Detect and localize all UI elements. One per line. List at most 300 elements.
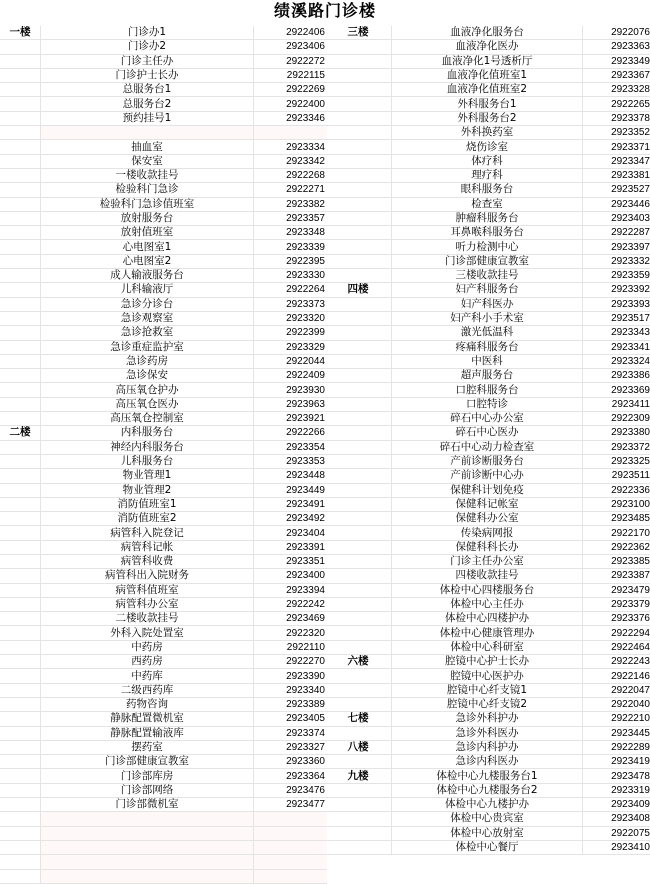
phone-cell: 2923347 xyxy=(583,154,650,168)
floor-cell xyxy=(325,369,392,383)
floor-cell xyxy=(325,326,392,340)
department-cell: 西药房 xyxy=(41,655,254,669)
phone-cell: 2923349 xyxy=(583,54,650,68)
phone-cell: 2923478 xyxy=(583,769,650,783)
floor-cell xyxy=(0,755,41,769)
table-row xyxy=(0,526,327,540)
floor-cell xyxy=(325,111,392,125)
department-cell: 预约挂号1 xyxy=(41,111,254,125)
table-row xyxy=(325,68,650,82)
phone-cell: 2923371 xyxy=(583,140,650,154)
department-cell: 总服务台1 xyxy=(41,83,254,97)
department-cell: 检查室 xyxy=(392,197,583,211)
phone-cell: 2923403 xyxy=(583,211,650,225)
table-row xyxy=(325,412,650,426)
department-cell xyxy=(41,812,254,826)
phone-cell: 2923385 xyxy=(583,554,650,568)
phone-cell: 2922075 xyxy=(583,826,650,840)
table-row xyxy=(325,311,650,325)
floor-cell xyxy=(325,798,392,812)
phone-cell: 2922309 xyxy=(583,412,650,426)
floor-cell xyxy=(325,726,392,740)
phone-cell: 2923382 xyxy=(254,197,328,211)
department-cell: 耳鼻喉科服务台 xyxy=(392,226,583,240)
department-cell: 门诊部健康宣教室 xyxy=(392,254,583,268)
phone-cell: 2923357 xyxy=(254,211,328,225)
department-cell: 二楼收款挂号 xyxy=(41,612,254,626)
phone-cell: 2923400 xyxy=(254,569,328,583)
phone-cell xyxy=(254,840,328,854)
floor-cell: 八楼 xyxy=(325,740,392,754)
department-cell: 中医科 xyxy=(392,354,583,368)
floor-cell xyxy=(325,297,392,311)
department-cell: 门诊部网络 xyxy=(41,783,254,797)
phone-cell: 2922271 xyxy=(254,183,328,197)
table-row xyxy=(0,254,327,268)
phone-cell: 2923408 xyxy=(583,812,650,826)
phone-cell: 2923386 xyxy=(583,369,650,383)
table-row xyxy=(325,683,650,697)
department-cell: 中药房 xyxy=(41,640,254,654)
floor-cell xyxy=(0,397,41,411)
floor-cell xyxy=(325,826,392,840)
table-row xyxy=(325,597,650,611)
floor-cell xyxy=(325,469,392,483)
department-cell: 腔镜中心纤支镜1 xyxy=(392,683,583,697)
table-row xyxy=(0,740,327,754)
floor-cell xyxy=(325,426,392,440)
phone-cell: 2923387 xyxy=(583,569,650,583)
phone-cell: 2922146 xyxy=(583,669,650,683)
table-row xyxy=(0,783,327,797)
floor-cell xyxy=(0,183,41,197)
floor-cell xyxy=(0,226,41,240)
table-row xyxy=(0,426,327,440)
floor-cell xyxy=(0,154,41,168)
right-directory-table xyxy=(325,26,650,855)
floor-cell xyxy=(0,269,41,283)
phone-cell: 2923405 xyxy=(254,712,328,726)
floor-cell xyxy=(0,554,41,568)
phone-cell: 2922395 xyxy=(254,254,328,268)
phone-cell: 2923379 xyxy=(583,597,650,611)
table-row xyxy=(0,226,327,240)
table-row xyxy=(0,826,327,840)
table-row xyxy=(325,154,650,168)
floor-cell: 二楼 xyxy=(0,426,41,440)
table-row xyxy=(0,669,327,683)
department-cell: 物业管理2 xyxy=(41,483,254,497)
department-cell: 高压氧仓医办 xyxy=(41,397,254,411)
phone-cell: 2922362 xyxy=(583,540,650,554)
table-row xyxy=(0,769,327,783)
floor-cell xyxy=(325,54,392,68)
table-row xyxy=(0,497,327,511)
table-row xyxy=(0,583,327,597)
department-cell: 碎石中心医办 xyxy=(392,426,583,440)
department-cell: 妇产科服务台 xyxy=(392,283,583,297)
floor-cell xyxy=(0,83,41,97)
department-cell: 血液净化服务台 xyxy=(392,26,583,40)
phone-cell: 2923374 xyxy=(254,726,328,740)
department-cell: 病管科值班室 xyxy=(41,583,254,597)
department-cell: 保健科记帐室 xyxy=(392,497,583,511)
phone-cell: 2923348 xyxy=(254,226,328,240)
floor-cell xyxy=(325,168,392,182)
floor-cell xyxy=(0,798,41,812)
phone-cell: 2923378 xyxy=(583,111,650,125)
department-cell: 体检中心四楼护办 xyxy=(392,612,583,626)
floor-cell xyxy=(0,297,41,311)
department-cell: 口腔特诊 xyxy=(392,397,583,411)
department-cell: 眼科服务台 xyxy=(392,183,583,197)
floor-cell xyxy=(0,726,41,740)
floor-cell xyxy=(325,540,392,554)
floor-cell xyxy=(0,469,41,483)
table-row xyxy=(0,640,327,654)
floor-cell xyxy=(0,740,41,754)
phone-cell: 2922287 xyxy=(583,226,650,240)
table-row xyxy=(325,440,650,454)
table-row xyxy=(0,283,327,297)
phone-cell: 2923330 xyxy=(254,269,328,283)
phone-cell: 2922289 xyxy=(583,740,650,754)
phone-cell: 2923390 xyxy=(254,669,328,683)
phone-cell: 2923392 xyxy=(583,283,650,297)
floor-cell xyxy=(325,183,392,197)
table-row xyxy=(325,97,650,111)
floor-cell xyxy=(325,640,392,654)
floor-cell xyxy=(325,126,392,140)
table-row xyxy=(0,369,327,383)
department-cell: 检验科门急诊值班室 xyxy=(41,197,254,211)
department-cell: 碎石中心动力检查室 xyxy=(392,440,583,454)
floor-cell xyxy=(0,855,41,869)
department-cell: 急诊内科医办 xyxy=(392,755,583,769)
phone-cell: 2923346 xyxy=(254,111,328,125)
department-cell: 心电图室1 xyxy=(41,240,254,254)
floor-cell xyxy=(0,569,41,583)
table-row xyxy=(0,83,327,97)
table-row xyxy=(325,655,650,669)
phone-cell xyxy=(254,826,328,840)
floor-cell xyxy=(0,197,41,211)
department-cell: 病管科记帐 xyxy=(41,540,254,554)
floor-cell xyxy=(0,612,41,626)
floor-cell xyxy=(325,783,392,797)
table-row xyxy=(325,283,650,297)
department-cell: 内科服务台 xyxy=(41,426,254,440)
department-cell: 妇产科小手术室 xyxy=(392,311,583,325)
table-row xyxy=(0,68,327,82)
phone-cell: 2923328 xyxy=(583,83,650,97)
department-cell: 体检中心健康管理办 xyxy=(392,626,583,640)
floor-cell xyxy=(325,669,392,683)
table-row xyxy=(325,640,650,654)
department-cell: 静脉配置微机室 xyxy=(41,712,254,726)
floor-cell: 七楼 xyxy=(325,712,392,726)
phone-cell: 2923477 xyxy=(254,798,328,812)
floor-cell xyxy=(325,154,392,168)
floor-cell xyxy=(325,397,392,411)
table-row xyxy=(325,540,650,554)
floor-cell xyxy=(0,240,41,254)
department-cell: 二级西药库 xyxy=(41,683,254,697)
table-row xyxy=(325,554,650,568)
floor-cell xyxy=(325,569,392,583)
phone-cell: 2923373 xyxy=(254,297,328,311)
floor-cell xyxy=(0,697,41,711)
department-cell: 急诊内科护办 xyxy=(392,740,583,754)
table-row xyxy=(325,297,650,311)
department-cell: 门诊办1 xyxy=(41,26,254,40)
table-row xyxy=(325,755,650,769)
table-row xyxy=(0,597,327,611)
floor-cell xyxy=(0,626,41,640)
phone-cell: 2923511 xyxy=(583,469,650,483)
floor-cell xyxy=(0,826,41,840)
department-cell: 保健科计划免疫 xyxy=(392,483,583,497)
floor-cell xyxy=(0,97,41,111)
phone-cell: 2922170 xyxy=(583,526,650,540)
floor-cell xyxy=(325,83,392,97)
department-cell: 高压氧仓控制室 xyxy=(41,412,254,426)
phone-cell: 2923329 xyxy=(254,340,328,354)
phone-cell: 2922115 xyxy=(254,68,328,82)
department-cell: 儿科输液厅 xyxy=(41,283,254,297)
floor-cell xyxy=(325,254,392,268)
floor-cell xyxy=(0,326,41,340)
table-row xyxy=(325,769,650,783)
floor-cell xyxy=(325,583,392,597)
table-row xyxy=(0,97,327,111)
department-cell: 体检中心贵宾室 xyxy=(392,812,583,826)
department-cell: 急诊外科医办 xyxy=(392,726,583,740)
table-row xyxy=(0,812,327,826)
department-cell xyxy=(41,826,254,840)
phone-cell: 2923364 xyxy=(254,769,328,783)
department-cell: 门诊部微机室 xyxy=(41,798,254,812)
phone-cell: 2923372 xyxy=(583,440,650,454)
department-cell: 血液净化值班室2 xyxy=(392,83,583,97)
phone-cell: 2922409 xyxy=(254,369,328,383)
phone-cell: 2922268 xyxy=(254,168,328,182)
phone-cell: 2923367 xyxy=(583,68,650,82)
department-cell: 急诊外科护办 xyxy=(392,712,583,726)
table-row xyxy=(0,612,327,626)
table-row xyxy=(325,669,650,683)
phone-cell: 2922210 xyxy=(583,712,650,726)
table-row xyxy=(0,168,327,182)
phone-cell: 2923445 xyxy=(583,726,650,740)
department-cell: 门诊主任办 xyxy=(41,54,254,68)
department-cell: 急诊观察室 xyxy=(41,311,254,325)
floor-cell xyxy=(0,669,41,683)
department-cell: 产前诊断中心办 xyxy=(392,469,583,483)
department-cell: 急诊重症监护室 xyxy=(41,340,254,354)
floor-cell xyxy=(0,211,41,225)
department-cell: 消防值班室2 xyxy=(41,512,254,526)
department-cell xyxy=(41,126,254,140)
table-row xyxy=(325,512,650,526)
department-cell: 体检中心九楼服务台2 xyxy=(392,783,583,797)
phone-cell: 2923341 xyxy=(583,340,650,354)
table-row xyxy=(0,269,327,283)
floor-cell xyxy=(325,211,392,225)
phone-cell: 2922400 xyxy=(254,97,328,111)
phone-cell: 2923389 xyxy=(254,697,328,711)
department-cell: 消防值班室1 xyxy=(41,497,254,511)
floor-cell xyxy=(325,412,392,426)
floor-cell xyxy=(325,340,392,354)
table-row xyxy=(325,697,650,711)
table-row xyxy=(325,140,650,154)
table-row xyxy=(0,855,327,869)
department-cell: 神经内科服务台 xyxy=(41,440,254,454)
phone-cell: 2923381 xyxy=(583,168,650,182)
department-cell: 血液净化值班室1 xyxy=(392,68,583,82)
floor-cell xyxy=(0,540,41,554)
table-row xyxy=(325,326,650,340)
left-directory-table xyxy=(0,26,327,884)
phone-cell: 2923376 xyxy=(583,612,650,626)
table-row xyxy=(0,697,327,711)
table-row xyxy=(0,240,327,254)
table-row xyxy=(325,126,650,140)
department-cell: 病管科收费 xyxy=(41,554,254,568)
department-cell: 门诊主任办公室 xyxy=(392,554,583,568)
floor-cell xyxy=(325,454,392,468)
table-row xyxy=(325,483,650,497)
phone-cell: 2923342 xyxy=(254,154,328,168)
table-row xyxy=(0,297,327,311)
table-row xyxy=(325,54,650,68)
table-row xyxy=(0,483,327,497)
table-row xyxy=(0,626,327,640)
department-cell: 病管科办公室 xyxy=(41,597,254,611)
table-row xyxy=(0,412,327,426)
department-cell: 碎石中心办公室 xyxy=(392,412,583,426)
department-cell: 肿瘤科服务台 xyxy=(392,211,583,225)
table-row xyxy=(0,755,327,769)
phone-cell: 2923354 xyxy=(254,440,328,454)
phone-cell: 2923485 xyxy=(583,512,650,526)
department-cell: 体检中心餐厅 xyxy=(392,840,583,854)
phone-cell: 2923352 xyxy=(583,126,650,140)
floor-cell: 六楼 xyxy=(325,655,392,669)
table-row xyxy=(325,783,650,797)
table-row xyxy=(0,512,327,526)
floor-cell xyxy=(0,68,41,82)
phone-cell: 2923446 xyxy=(583,197,650,211)
phone-cell: 2923343 xyxy=(583,326,650,340)
table-row xyxy=(0,140,327,154)
department-cell: 体检中心放射室 xyxy=(392,826,583,840)
phone-cell: 2923449 xyxy=(254,483,328,497)
floor-cell xyxy=(0,168,41,182)
table-row xyxy=(0,197,327,211)
floor-cell xyxy=(0,769,41,783)
department-cell: 外科换药室 xyxy=(392,126,583,140)
department-cell: 血液净化1号透析厅 xyxy=(392,54,583,68)
floor-cell xyxy=(0,454,41,468)
table-row xyxy=(0,469,327,483)
department-cell: 物业管理1 xyxy=(41,469,254,483)
phone-cell: 2923963 xyxy=(254,397,328,411)
department-cell: 激光低温科 xyxy=(392,326,583,340)
floor-cell xyxy=(325,812,392,826)
floor-cell xyxy=(325,512,392,526)
table-row xyxy=(0,726,327,740)
table-row xyxy=(0,869,327,883)
table-row xyxy=(0,397,327,411)
phone-cell: 2923339 xyxy=(254,240,328,254)
table-row xyxy=(0,326,327,340)
table-row xyxy=(0,311,327,325)
floor-cell xyxy=(325,554,392,568)
floor-cell xyxy=(325,68,392,82)
table-row xyxy=(325,826,650,840)
department-cell: 病管科出入院财务 xyxy=(41,569,254,583)
table-row xyxy=(325,254,650,268)
floor-cell: 九楼 xyxy=(325,769,392,783)
table-row xyxy=(0,354,327,368)
phone-cell: 2923325 xyxy=(583,454,650,468)
table-row xyxy=(0,54,327,68)
floor-cell xyxy=(325,612,392,626)
department-cell: 体检中心科研室 xyxy=(392,640,583,654)
phone-cell: 2923353 xyxy=(254,454,328,468)
department-cell: 保健科办公室 xyxy=(392,512,583,526)
phone-cell: 2923320 xyxy=(254,311,328,325)
table-row xyxy=(325,40,650,54)
table-row xyxy=(0,183,327,197)
department-cell xyxy=(41,869,254,883)
table-row xyxy=(325,240,650,254)
phone-cell: 2923492 xyxy=(254,512,328,526)
phone-cell: 2923324 xyxy=(583,354,650,368)
table-row xyxy=(325,612,650,626)
table-row xyxy=(325,211,650,225)
department-cell: 体疗科 xyxy=(392,154,583,168)
table-row xyxy=(325,226,650,240)
department-cell: 总服务台2 xyxy=(41,97,254,111)
department-cell: 抽血室 xyxy=(41,140,254,154)
phone-cell: 2923479 xyxy=(583,583,650,597)
phone-cell: 2923380 xyxy=(583,426,650,440)
floor-cell xyxy=(0,126,41,140)
table-row xyxy=(325,798,650,812)
floor-cell xyxy=(0,512,41,526)
table-row xyxy=(0,569,327,583)
floor-cell xyxy=(0,869,41,883)
department-cell: 门诊部库房 xyxy=(41,769,254,783)
phone-cell: 2923340 xyxy=(254,683,328,697)
phone-cell: 2923527 xyxy=(583,183,650,197)
department-cell: 急诊抢救室 xyxy=(41,326,254,340)
floor-cell xyxy=(325,226,392,240)
phone-cell: 2922399 xyxy=(254,326,328,340)
table-row xyxy=(0,454,327,468)
table-row xyxy=(0,154,327,168)
phone-cell: 2922269 xyxy=(254,83,328,97)
department-cell: 检验科门急诊 xyxy=(41,183,254,197)
table-row xyxy=(0,840,327,854)
phone-cell: 2922040 xyxy=(583,697,650,711)
phone-cell xyxy=(254,812,328,826)
floor-cell xyxy=(0,583,41,597)
phone-cell: 2922047 xyxy=(583,683,650,697)
